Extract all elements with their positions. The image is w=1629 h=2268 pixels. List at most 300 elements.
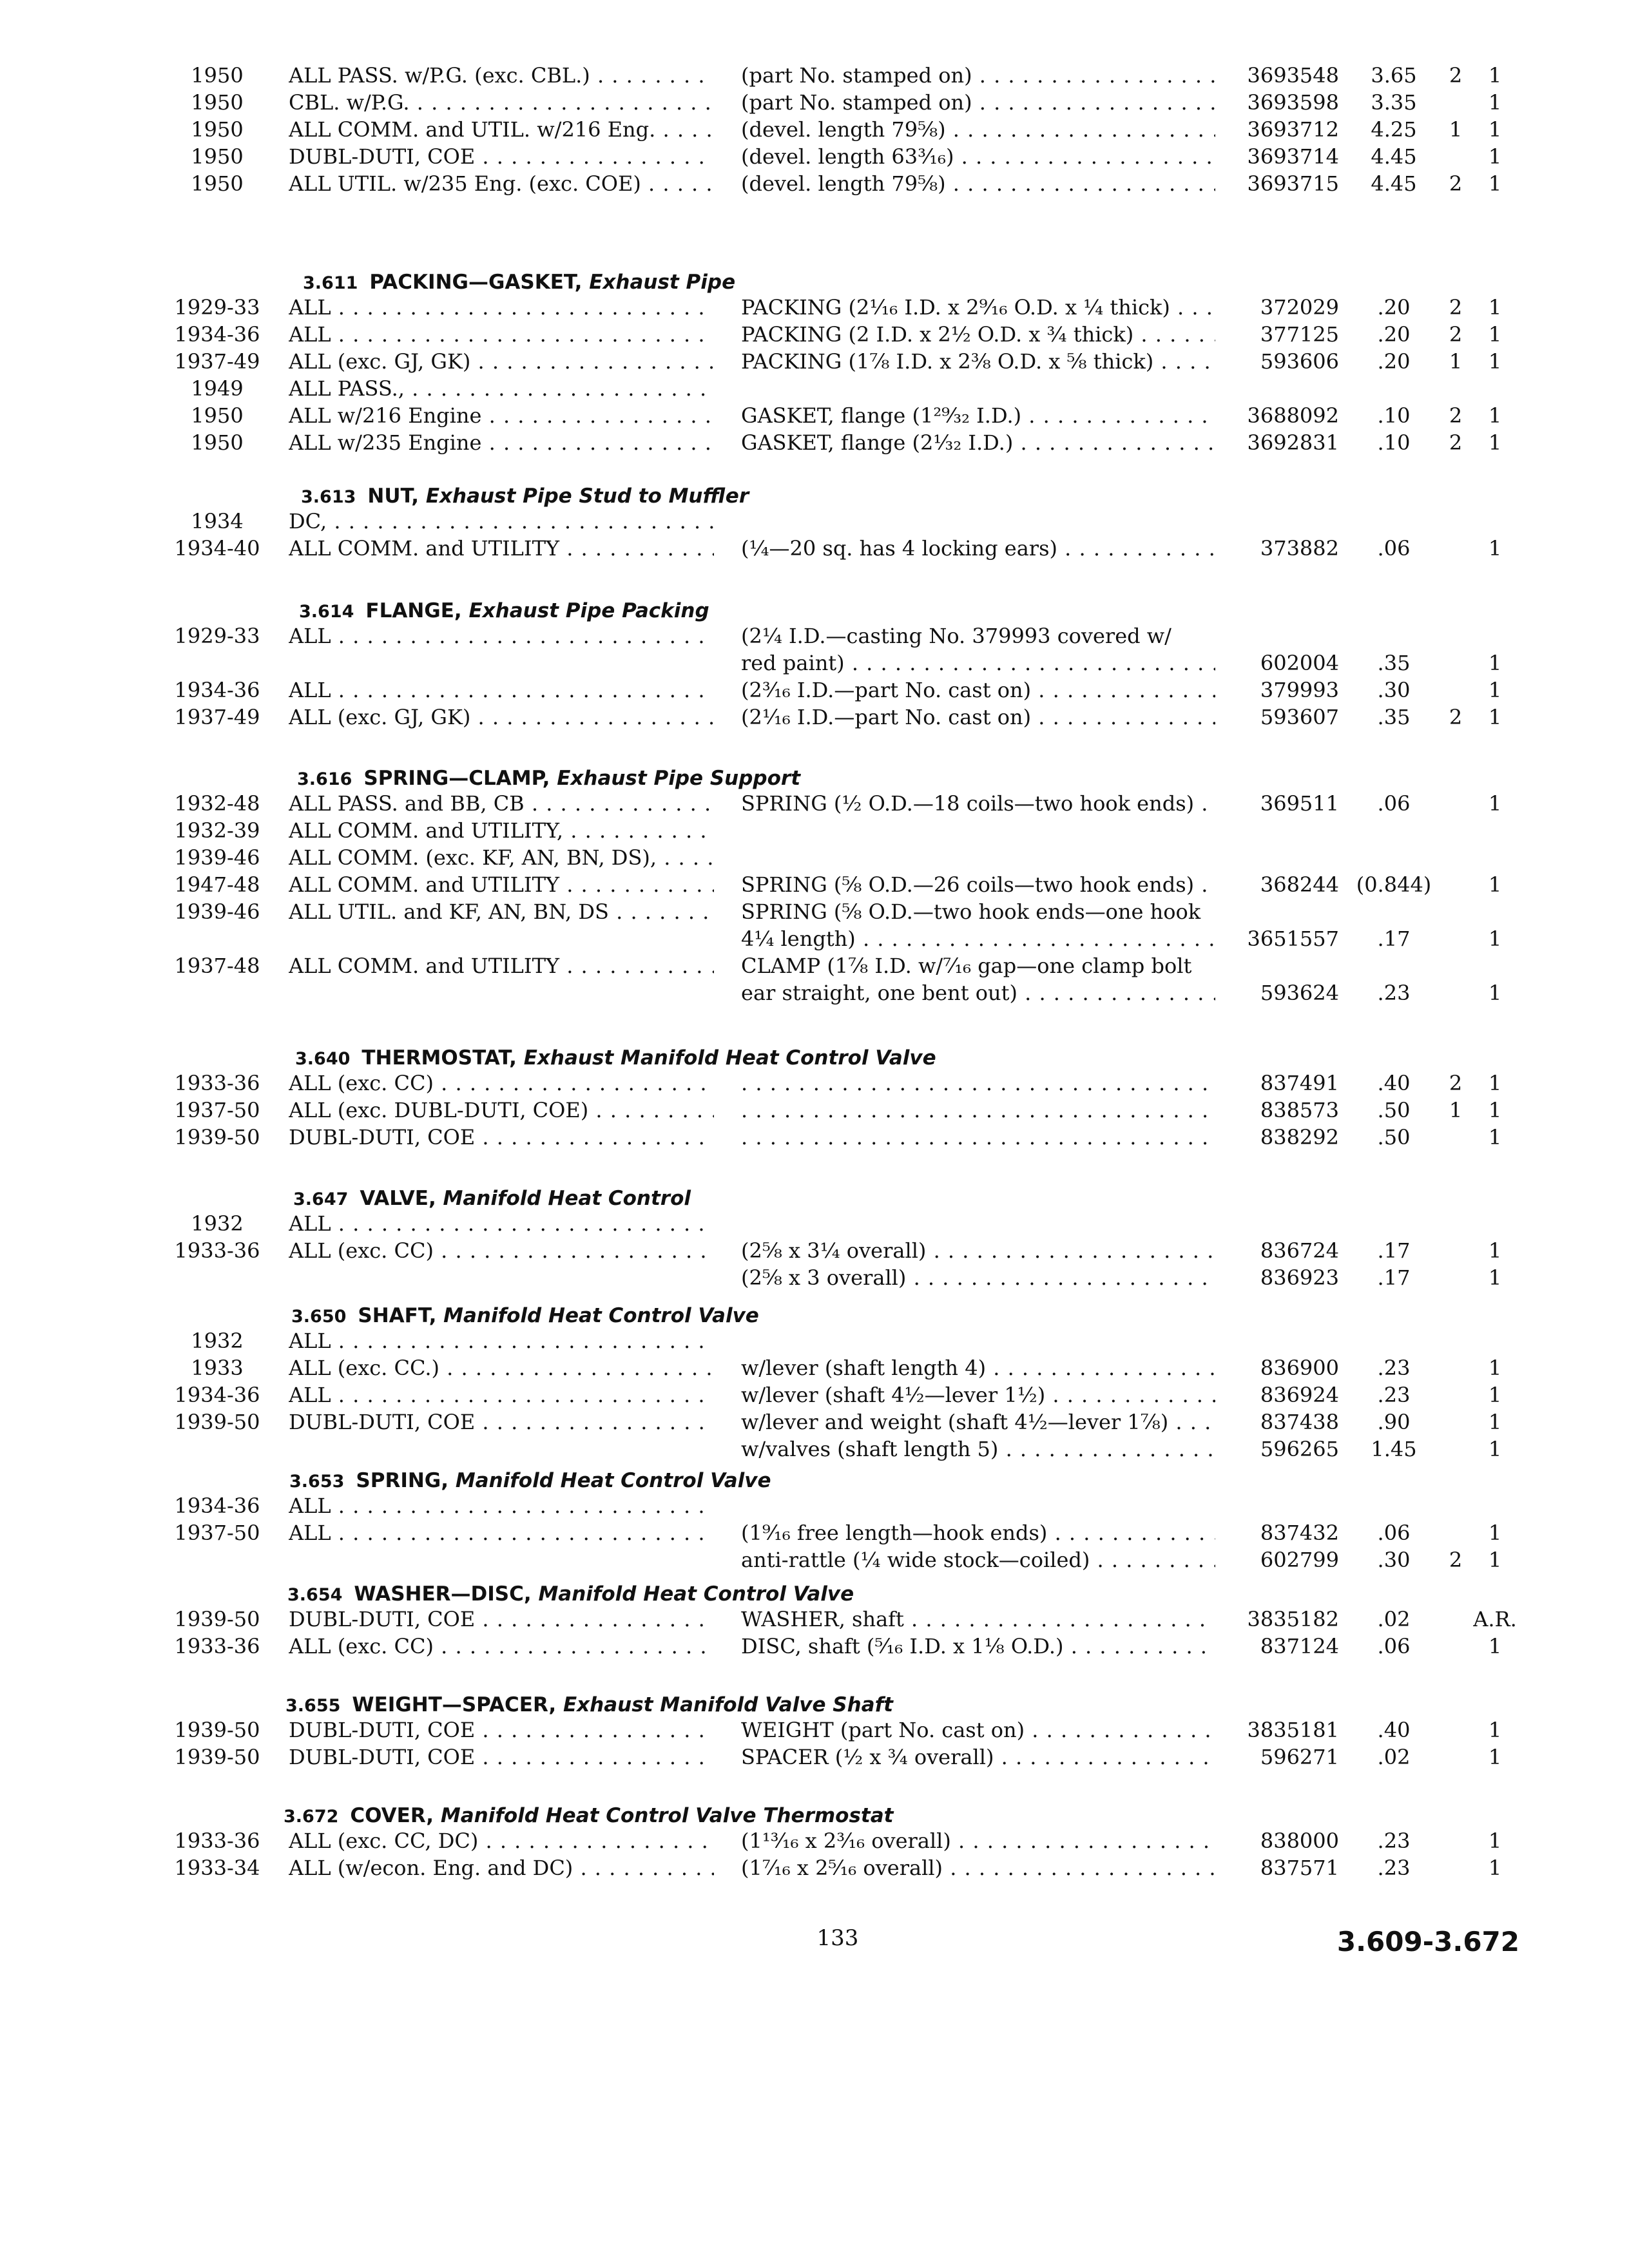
- table-row: [0, 1408, 1629, 1436]
- list-price: .06: [1377, 536, 1411, 561]
- section-subtitle: Exhaust Pipe: [589, 271, 736, 294]
- model-applicability: ALL (exc. CC) . . .: [289, 1633, 714, 1660]
- table-row: [0, 898, 1629, 925]
- section-header: [287, 1580, 854, 1609]
- model-year: 1937-50: [174, 1521, 260, 1545]
- list-price: .23: [1377, 1383, 1411, 1407]
- model-applicability: ALL (w/econ. Eng. and DC) . . .: [289, 1854, 714, 1881]
- part-number: 602799: [1260, 1548, 1339, 1572]
- list-price: .06: [1377, 791, 1411, 816]
- section-number: 3.611: [303, 273, 358, 293]
- part-number: 3693714: [1247, 144, 1339, 169]
- section-number: 3.672: [284, 1807, 339, 1827]
- list-price: .20: [1377, 322, 1411, 347]
- section-number: 3.614: [299, 602, 354, 622]
- quantity-used: 1: [1488, 1745, 1502, 1769]
- table-row: [0, 1381, 1629, 1408]
- model-year: 1929-33: [174, 295, 260, 320]
- model-year: 1934-36: [174, 678, 260, 702]
- table-row: [0, 508, 1629, 535]
- model-applicability: ALL . . .: [289, 1210, 714, 1237]
- model-year: 1933-34: [174, 1856, 260, 1880]
- part-description: ear straight, one bent out) . . .: [741, 979, 1215, 1006]
- part-number: 838292: [1260, 1125, 1339, 1149]
- model-year: 1939-50: [174, 1607, 260, 1631]
- model-year: 1939-50: [174, 1718, 260, 1742]
- table-row: [0, 1716, 1629, 1744]
- part-number: 3693712: [1247, 117, 1339, 142]
- section-title: WASHER—DISC,: [354, 1582, 539, 1606]
- part-number: 3651557: [1247, 927, 1339, 951]
- table-row: [0, 1327, 1629, 1354]
- part-description: (devel. length 79⅝) . . .: [741, 170, 1215, 197]
- part-description: w/valves (shaft length 5) . . .: [741, 1436, 1215, 1463]
- quantity-used: 1: [1488, 1521, 1502, 1545]
- section-header: [297, 764, 800, 793]
- model-year: 1932-48: [174, 791, 260, 816]
- part-description: DISC, shaft (⁵⁄₁₆ I.D. x 1⅛ O.D.) . . .: [741, 1633, 1215, 1660]
- model-applicability: ALL . . .: [289, 677, 714, 704]
- model-year: 1950: [191, 430, 244, 455]
- table-row: [0, 925, 1629, 952]
- part-number: 369511: [1260, 791, 1339, 816]
- table-row: [0, 535, 1629, 562]
- part-number: 837432: [1260, 1521, 1339, 1545]
- table-row: [0, 1519, 1629, 1546]
- list-price: .50: [1377, 1125, 1411, 1149]
- table-row: [0, 1744, 1629, 1771]
- model-year: 1950: [191, 63, 244, 88]
- section-header: [295, 1044, 936, 1073]
- model-year: 1933-36: [174, 1634, 260, 1658]
- section-number: 3.640: [295, 1049, 351, 1069]
- model-applicability: ALL w/235 Engine . . .: [289, 429, 714, 456]
- part-description: WEIGHT (part No. cast on) . . .: [741, 1716, 1215, 1744]
- list-price: .30: [1377, 678, 1411, 702]
- model-applicability: ALL . . .: [289, 321, 714, 348]
- model-applicability: DC, . . .: [289, 508, 714, 535]
- table-row: [0, 1492, 1629, 1519]
- quantity-used: 1: [1488, 536, 1502, 561]
- package-quantity: 2: [1449, 403, 1463, 428]
- section-title: WEIGHT—SPACER,: [352, 1693, 563, 1716]
- part-description: anti-rattle (¼ wide stock—coiled) . . .: [741, 1546, 1215, 1573]
- part-number: 3693598: [1247, 90, 1339, 115]
- model-applicability: ALL (exc. GJ, GK) . . .: [289, 704, 714, 731]
- table-row: [0, 704, 1629, 731]
- model-year: 1934-36: [174, 1383, 260, 1407]
- quantity-used: 1: [1488, 872, 1502, 897]
- section-title: NUT,: [367, 485, 426, 508]
- model-applicability: ALL . . .: [289, 1492, 714, 1519]
- quantity-used: A.R.: [1473, 1607, 1517, 1631]
- model-applicability: ALL . . .: [289, 1381, 714, 1408]
- model-year: 1933-36: [174, 1238, 260, 1263]
- model-year: 1939-50: [174, 1410, 260, 1434]
- part-description: SPACER (½ x ¾ overall) . . .: [741, 1744, 1215, 1771]
- quantity-used: 1: [1488, 295, 1502, 320]
- list-price: .02: [1377, 1745, 1411, 1769]
- part-number: 836924: [1260, 1383, 1339, 1407]
- quantity-used: 1: [1488, 1356, 1502, 1380]
- model-applicability: ALL . . .: [289, 294, 714, 321]
- model-year: 1950: [191, 144, 244, 169]
- section-number: 3.647: [293, 1189, 349, 1209]
- model-year: 1950: [191, 403, 244, 428]
- quantity-used: 1: [1488, 1410, 1502, 1434]
- section-title: SHAFT,: [358, 1304, 444, 1327]
- section-subtitle: Exhaust Manifold Valve Shaft: [563, 1693, 893, 1716]
- model-year: 1939-50: [174, 1745, 260, 1769]
- section-number: 3.654: [287, 1585, 343, 1605]
- section-title: COVER,: [350, 1804, 441, 1827]
- section-subtitle: Exhaust Manifold Heat Control Valve: [523, 1046, 936, 1070]
- quantity-used: 1: [1488, 927, 1502, 951]
- package-quantity: 1: [1449, 117, 1463, 142]
- table-row: [0, 294, 1629, 321]
- model-year: 1934-36: [174, 1494, 260, 1518]
- quantity-used: 1: [1488, 322, 1502, 347]
- table-row: [0, 1854, 1629, 1881]
- list-price: .35: [1377, 705, 1411, 729]
- section-header: [291, 1302, 759, 1331]
- table-row: [0, 321, 1629, 348]
- part-description: w/lever and weight (shaft 4½—lever 1⅞) . . .: [741, 1408, 1215, 1436]
- model-applicability: ALL . . .: [289, 1327, 714, 1354]
- quantity-used: 1: [1488, 1718, 1502, 1742]
- part-description: (¼—20 sq. has 4 locking ears) . . .: [741, 535, 1215, 562]
- quantity-used: 1: [1488, 705, 1502, 729]
- model-year: 1937-49: [174, 349, 260, 374]
- model-applicability: DUBL-DUTI, COE . . .: [289, 1744, 714, 1771]
- model-year: 1933: [191, 1356, 244, 1380]
- table-row: [0, 871, 1629, 898]
- list-price: .23: [1377, 981, 1411, 1005]
- package-quantity: 2: [1449, 430, 1463, 455]
- section-title: FLANGE,: [365, 599, 469, 622]
- table-row: [0, 1546, 1629, 1573]
- model-applicability: ALL (exc. DUBL-DUTI, COE) . . .: [289, 1097, 714, 1124]
- model-applicability: ALL PASS. and BB, CB . . .: [289, 790, 714, 817]
- list-price: .90: [1377, 1410, 1411, 1434]
- model-year: 1939-50: [174, 1125, 260, 1149]
- part-number: 836724: [1260, 1238, 1339, 1263]
- part-description: w/lever (shaft 4½—lever 1½) . . .: [741, 1381, 1215, 1408]
- part-description: (1⁷⁄₁₆ x 2⁵⁄₁₆ overall) . . .: [741, 1854, 1215, 1881]
- table-row: [0, 348, 1629, 375]
- part-description: [741, 1070, 1215, 1097]
- model-year: 1939-46: [174, 899, 260, 924]
- section-title: VALVE,: [360, 1187, 443, 1210]
- model-applicability: ALL . . .: [289, 622, 714, 649]
- list-price: .10: [1377, 403, 1411, 428]
- list-price: (0.844): [1356, 872, 1432, 897]
- table-row: [0, 1264, 1629, 1291]
- list-price: .06: [1377, 1521, 1411, 1545]
- part-number: 602004: [1260, 651, 1339, 675]
- list-price: .40: [1377, 1718, 1411, 1742]
- table-row: [0, 844, 1629, 871]
- model-applicability: ALL UTIL. and KF, AN, BN, DS . . .: [289, 898, 714, 925]
- list-price: .20: [1377, 295, 1411, 320]
- table-row: [0, 62, 1629, 89]
- model-applicability: ALL (exc. CC, DC) . . .: [289, 1827, 714, 1854]
- section-number: 3.616: [297, 769, 352, 789]
- part-description: PACKING (2 I.D. x 2½ O.D. x ¾ thick) . . .: [741, 321, 1215, 348]
- part-description: SPRING (½ O.D.—18 coils—two hook ends) . . .: [741, 790, 1215, 817]
- quantity-used: 1: [1488, 171, 1502, 196]
- package-quantity: 1: [1449, 349, 1463, 374]
- model-year: 1933-36: [174, 1071, 260, 1095]
- part-number: 3835182: [1247, 1607, 1339, 1631]
- model-applicability: DUBL-DUTI, COE . . .: [289, 1716, 714, 1744]
- part-number: 593624: [1260, 981, 1339, 1005]
- model-year: 1937-48: [174, 954, 260, 978]
- part-description: (devel. length 63³⁄₁₆) . . .: [741, 143, 1215, 170]
- list-price: .02: [1377, 1607, 1411, 1631]
- part-number: 837124: [1260, 1634, 1339, 1658]
- package-quantity: 2: [1449, 63, 1463, 88]
- model-year: 1932: [191, 1211, 244, 1236]
- table-row: [0, 622, 1629, 649]
- section-number: 3.613: [301, 487, 356, 507]
- part-number: 368244: [1260, 872, 1339, 897]
- section-subtitle: Manifold Heat Control Valve: [538, 1582, 854, 1606]
- table-row: [0, 143, 1629, 170]
- model-applicability: ALL COMM. and UTILITY . . .: [289, 871, 714, 898]
- model-year: 1949: [191, 376, 244, 401]
- list-price: 3.35: [1371, 90, 1417, 115]
- model-year: 1947-48: [174, 872, 260, 897]
- model-year: 1950: [191, 90, 244, 115]
- list-price: .17: [1377, 1238, 1411, 1263]
- table-row: [0, 429, 1629, 456]
- model-applicability: DUBL-DUTI, COE . . .: [289, 1606, 714, 1633]
- part-number: 377125: [1260, 322, 1339, 347]
- section-header: [293, 1184, 691, 1213]
- list-price: .23: [1377, 1829, 1411, 1853]
- table-row: [0, 649, 1629, 677]
- quantity-used: 1: [1488, 678, 1502, 702]
- model-applicability: ALL . . .: [289, 1519, 714, 1546]
- section-number: 3.655: [285, 1696, 341, 1716]
- section-header: [303, 268, 735, 297]
- part-number: 836900: [1260, 1356, 1339, 1380]
- table-row: [0, 790, 1629, 817]
- section-subtitle: Manifold Heat Control Valve: [443, 1304, 759, 1327]
- section-title: SPRING—CLAMP,: [363, 767, 557, 790]
- section-header: [301, 482, 749, 511]
- table-row: [0, 1827, 1629, 1854]
- table-row: [0, 1210, 1629, 1237]
- part-number: 3693715: [1247, 171, 1339, 196]
- part-description: (2⅝ x 3 overall) . . .: [741, 1264, 1215, 1291]
- list-price: 4.45: [1371, 171, 1417, 196]
- part-number: 838573: [1260, 1098, 1339, 1122]
- quantity-used: 1: [1488, 651, 1502, 675]
- package-quantity: 2: [1449, 705, 1463, 729]
- table-row: [0, 1097, 1629, 1124]
- table-row: [0, 677, 1629, 704]
- table-row: [0, 1606, 1629, 1633]
- section-header: [299, 597, 709, 626]
- quantity-used: 1: [1488, 90, 1502, 115]
- list-price: .10: [1377, 430, 1411, 455]
- list-price: .50: [1377, 1098, 1411, 1122]
- part-number: 3835181: [1247, 1718, 1339, 1742]
- table-row: [0, 1070, 1629, 1097]
- package-quantity: 2: [1449, 1071, 1463, 1095]
- section-header: [289, 1466, 771, 1495]
- part-description: (part No. stamped on) . . .: [741, 62, 1215, 89]
- table-row: [0, 116, 1629, 143]
- model-year: 1929-33: [174, 624, 260, 648]
- part-description: PACKING (1⅞ I.D. x 2⅜ O.D. x ⅝ thick) . . .: [741, 348, 1215, 375]
- model-year: 1939-46: [174, 845, 260, 870]
- model-applicability: ALL COMM. and UTILITY . . .: [289, 952, 714, 979]
- part-number: 3688092: [1247, 403, 1339, 428]
- table-row: [0, 170, 1629, 197]
- part-number: 379993: [1260, 678, 1339, 702]
- quantity-used: 1: [1488, 1829, 1502, 1853]
- section-header: [285, 1691, 893, 1720]
- quantity-used: 1: [1488, 1098, 1502, 1122]
- section-title: SPRING,: [356, 1469, 456, 1492]
- part-description: (2¹⁄₁₆ I.D.—part No. cast on) . . .: [741, 704, 1215, 731]
- part-description: GASKET, flange (2¹⁄₃₂ I.D.) . . .: [741, 429, 1215, 456]
- quantity-used: 1: [1488, 1383, 1502, 1407]
- part-description: (devel. length 79⅝) . . .: [741, 116, 1215, 143]
- quantity-used: 1: [1488, 117, 1502, 142]
- quantity-used: 1: [1488, 1265, 1502, 1290]
- section-title: THERMOSTAT,: [361, 1046, 524, 1070]
- model-applicability: ALL COMM. and UTIL. w/216 Eng. . . .: [289, 116, 714, 143]
- part-number: 593606: [1260, 349, 1339, 374]
- list-price: .35: [1377, 651, 1411, 675]
- part-number: 837438: [1260, 1410, 1339, 1434]
- part-number: 836923: [1260, 1265, 1339, 1290]
- list-price: 3.65: [1371, 63, 1417, 88]
- quantity-used: 1: [1488, 349, 1502, 374]
- section-number: 3.653: [289, 1472, 345, 1492]
- section-subtitle: Exhaust Pipe Stud to Muffler: [425, 485, 749, 508]
- package-quantity: 2: [1449, 322, 1463, 347]
- list-price: .30: [1377, 1548, 1411, 1572]
- quantity-used: 1: [1488, 1071, 1502, 1095]
- model-applicability: ALL COMM. and UTILITY, . . .: [289, 817, 714, 844]
- part-description: WASHER, shaft . . .: [741, 1606, 1215, 1633]
- model-applicability: DUBL-DUTI, COE . . .: [289, 1408, 714, 1436]
- part-description: SPRING (⅝ O.D.—two hook ends—one hook: [741, 899, 1201, 924]
- quantity-used: 1: [1488, 144, 1502, 169]
- table-row: [0, 1436, 1629, 1463]
- part-description: PACKING (2¹⁄₁₆ I.D. x 2⁹⁄₁₆ O.D. x ¼ thick) . . .: [741, 294, 1215, 321]
- part-number: 837571: [1260, 1856, 1339, 1880]
- table-row: [0, 375, 1629, 402]
- quantity-used: 1: [1488, 1238, 1502, 1263]
- part-description: [741, 1124, 1215, 1151]
- section-range: 3.609-3.672: [1336, 1926, 1519, 1957]
- model-year: 1932: [191, 1329, 244, 1353]
- part-description: 4¼ length) . . .: [741, 925, 1215, 952]
- part-number: 837491: [1260, 1071, 1339, 1095]
- model-year: 1934-40: [174, 536, 260, 561]
- list-price: 4.25: [1371, 117, 1417, 142]
- quantity-used: 1: [1488, 791, 1502, 816]
- section-subtitle: Manifold Heat Control Valve: [455, 1469, 771, 1492]
- package-quantity: 2: [1449, 1548, 1463, 1572]
- part-description: SPRING (⅝ O.D.—26 coils—two hook ends) . . .: [741, 871, 1215, 898]
- model-applicability: DUBL-DUTI, COE . . .: [289, 1124, 714, 1151]
- model-applicability: ALL COMM. and UTILITY . . .: [289, 535, 714, 562]
- package-quantity: 2: [1449, 171, 1463, 196]
- model-applicability: CBL. w/P.G. . . .: [289, 89, 714, 116]
- part-description: CLAMP (1⅞ I.D. w/⁷⁄₁₆ gap—one clamp bolt: [741, 954, 1192, 978]
- part-description: (2¼ I.D.—casting No. 379993 covered w/: [741, 624, 1171, 648]
- table-row: [0, 89, 1629, 116]
- part-number: 838000: [1260, 1829, 1339, 1853]
- model-year: 1937-50: [174, 1098, 260, 1122]
- model-applicability: ALL w/216 Engine . . .: [289, 402, 714, 429]
- quantity-used: 1: [1488, 1856, 1502, 1880]
- section-subtitle: Exhaust Pipe Packing: [468, 599, 709, 622]
- quantity-used: 1: [1488, 63, 1502, 88]
- package-quantity: 2: [1449, 295, 1463, 320]
- section-header: [284, 1802, 893, 1831]
- quantity-used: 1: [1488, 430, 1502, 455]
- model-year: 1950: [191, 171, 244, 196]
- list-price: .23: [1377, 1856, 1411, 1880]
- section-subtitle: Manifold Heat Control: [443, 1187, 691, 1210]
- part-description: (1⁹⁄₁₆ free length—hook ends) . . .: [741, 1519, 1215, 1546]
- list-price: .17: [1377, 1265, 1411, 1290]
- model-applicability: ALL (exc. GJ, GK) . . .: [289, 348, 714, 375]
- model-year: 1937-49: [174, 705, 260, 729]
- model-applicability: ALL (exc. CC.) . . .: [289, 1354, 714, 1381]
- model-year: 1932-39: [174, 818, 260, 843]
- model-applicability: ALL COMM. (exc. KF, AN, BN, DS), . . .: [289, 844, 714, 871]
- section-title: PACKING—GASKET,: [369, 271, 590, 294]
- list-price: 1.45: [1371, 1437, 1417, 1461]
- quantity-used: 1: [1488, 1634, 1502, 1658]
- model-applicability: ALL UTIL. w/235 Eng. (exc. COE) . . .: [289, 170, 714, 197]
- part-description: w/lever (shaft length 4) . . .: [741, 1354, 1215, 1381]
- part-description: (1¹³⁄₁₆ x 2³⁄₁₆ overall) . . .: [741, 1827, 1215, 1854]
- quantity-used: 1: [1488, 1548, 1502, 1572]
- part-description: [741, 1097, 1215, 1124]
- model-year: 1934: [191, 509, 244, 533]
- page-number: 133: [816, 1925, 859, 1951]
- part-description: (2⅝ x 3¼ overall) . . .: [741, 1237, 1215, 1264]
- list-price: .23: [1377, 1356, 1411, 1380]
- part-number: 373882: [1260, 536, 1339, 561]
- model-applicability: ALL (exc. CC) . . .: [289, 1237, 714, 1264]
- table-row: [0, 1237, 1629, 1264]
- table-row: [0, 979, 1629, 1006]
- model-year: 1933-36: [174, 1829, 260, 1853]
- model-year: 1950: [191, 117, 244, 142]
- model-year: 1934-36: [174, 322, 260, 347]
- section-number: 3.650: [291, 1307, 347, 1327]
- model-applicability: DUBL-DUTI, COE . . .: [289, 143, 714, 170]
- part-number: 596271: [1260, 1745, 1339, 1769]
- model-applicability: ALL (exc. CC) . . .: [289, 1070, 714, 1097]
- part-number: 596265: [1260, 1437, 1339, 1461]
- list-price: .20: [1377, 349, 1411, 374]
- package-quantity: 1: [1449, 1098, 1463, 1122]
- model-applicability: ALL PASS., . . .: [289, 375, 714, 402]
- table-row: [0, 1124, 1629, 1151]
